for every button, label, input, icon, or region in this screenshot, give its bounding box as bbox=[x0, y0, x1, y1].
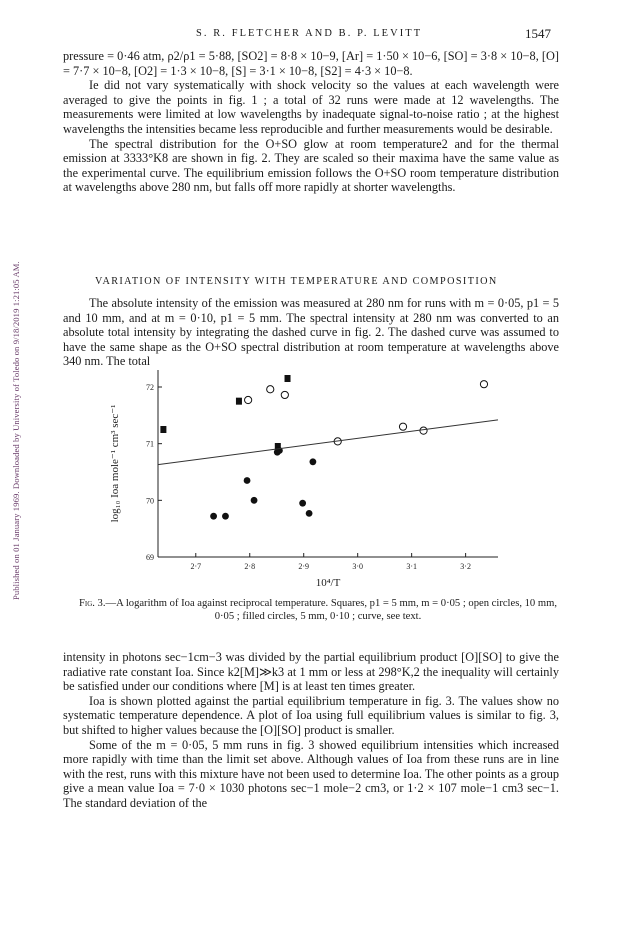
provenance-sidebar bbox=[0, 0, 24, 948]
provenance-text: Published on 01 January 1969. Downloaded by University of Toledo on 9/18/2019 1:21:05 AM. bbox=[11, 261, 21, 600]
paragraph: Some of the m = 0·05, 5 mm runs in fig. 3 showed equilibrium intensities which increased more rapidly with time than the limit set above. Although values of Ioa from these runs are in line with the rest, runs with this mixture have not been used to determine Ioa. The other points as a group give a mean value Ioa = 7·0 × 1030 photons sec−1 mole−2 cm3, or 1·2 × 107 mole−1 cm3 sec−1. The standard deviation of the bbox=[63, 737, 559, 810]
filled-circle-point bbox=[244, 477, 251, 484]
paragraph: Ie did not vary systematically with shock velocity so the values at each wavelength were averaged to give the points in fig. 1 ; a total of 32 runs were made at 12 wavelengths. The measurements were limited at low wavelengths by inadequate signal-to-noise ratio ; at the highest wavelengths the intensities became less reproducible and further measurements would be desirable. bbox=[63, 78, 559, 136]
y-tick-label: 71 bbox=[146, 439, 154, 449]
section-heading: VARIATION OF INTENSITY WITH TEMPERATURE AND COMPOSITION bbox=[95, 276, 498, 287]
running-head: S. R. FLETCHER AND B. P. LEVITT bbox=[196, 28, 423, 39]
filled-circle-point bbox=[251, 497, 258, 504]
open-circle-point bbox=[281, 391, 288, 398]
x-tick-label: 2·9 bbox=[298, 562, 310, 571]
caption-label: Fig. 3. bbox=[78, 598, 106, 609]
x-tick-label: 3·2 bbox=[460, 562, 471, 571]
open-circle-point bbox=[245, 396, 252, 403]
text-block-top bbox=[63, 49, 559, 195]
open-circle-point bbox=[267, 386, 274, 393]
filled-circle-point bbox=[309, 458, 316, 465]
x-tick-label: 2·7 bbox=[190, 562, 202, 571]
text-block-middle bbox=[63, 296, 559, 369]
open-circle-point bbox=[480, 381, 487, 388]
filled-circle-point bbox=[306, 510, 313, 517]
x-tick-label: 3·0 bbox=[352, 562, 364, 571]
filled-circle-point bbox=[299, 500, 306, 507]
figure-3-chart bbox=[100, 360, 570, 592]
x-tick-label: 3·1 bbox=[406, 562, 417, 571]
y-tick-label: 69 bbox=[146, 553, 154, 562]
paragraph: Ioa is shown plotted against the partial equilibrium temperature in fig. 3. The values show no systematic temperature dependence. A plot of Ioa using full equilibrium values is similar to fig. 3, but shifted to higher values because the [O][SO] product is smaller. bbox=[63, 693, 559, 737]
trend-curve bbox=[158, 420, 498, 465]
paragraph: The absolute intensity of the emission was measured at 280 nm for runs with m = 0·05, p1 = 5 and 10 mm, and at m = 0·10, p1 = 5 mm. The spectral intensity at 280 nm was converted to an absolute total intensity by integrating the dashed curve in fig. 2. The dashed curve was assumed to have the same shape as the O+SO spectral distribution at room temperature at wavelengths above 340 nm. The total bbox=[63, 296, 559, 369]
filled-circle-point bbox=[210, 513, 217, 520]
square-point bbox=[236, 398, 242, 405]
y-axis-label: log₁₀ Ioa mole⁻¹ cm³ sec⁻¹ bbox=[109, 404, 121, 523]
y-tick-label: 70 bbox=[146, 496, 154, 506]
open-circle-point bbox=[399, 423, 406, 430]
text-block-bottom bbox=[63, 650, 559, 811]
y-tick-label: 72 bbox=[146, 383, 154, 392]
paragraph: pressure = 0·46 atm, ρ2/ρ1 = 5·88, [SO2] = 8·8 × 10−9, [Ar] = 1·50 × 10−6, [SO] = 3·8 × 10−8, [O] = 7·7 × 10−8, [O2] = 1·3 × 10−8, [S] = 3·1 × 10−8, [S2] = 4·3 × 10−8. bbox=[63, 49, 559, 78]
x-tick-label: 2·8 bbox=[244, 562, 256, 571]
x-axis-label: 10⁴/T bbox=[315, 577, 341, 589]
square-point bbox=[285, 375, 291, 382]
filled-circle-point bbox=[222, 513, 229, 520]
figure-caption bbox=[73, 597, 563, 623]
page-number: 1547 bbox=[525, 26, 551, 41]
square-point bbox=[160, 426, 166, 433]
open-circle-point bbox=[420, 427, 427, 434]
caption-text: —A logarithm of Ioa against reciprocal temperature. Squares, p1 = 5 mm, m = 0·05 ; open circles, 10 mm, 0·05 ; filled circles, 5 mm, 0·10 ; curve, see text. bbox=[105, 598, 557, 622]
paragraph: intensity in photons sec−1cm−3 was divided by the partial equilibrium product [O][SO] to give the radiative rate constant Ioa. Since k2[M]≫k3 at 1 mm or less at 298°K,2 the inequality will certainly be satisfied under our conditions where [M] is at least ten times greater. bbox=[63, 650, 559, 694]
paragraph: The spectral distribution for the O+SO glow at room temperature2 and for the thermal emission at 3333°K8 are shown in fig. 2. They are scaled so their maxima have the same value as the experimental curve. The equilibrium emission follows the O+SO room temperature distribution at wavelengths above 280 nm, but falls off more rapidly at shorter wavelengths. bbox=[63, 136, 559, 195]
